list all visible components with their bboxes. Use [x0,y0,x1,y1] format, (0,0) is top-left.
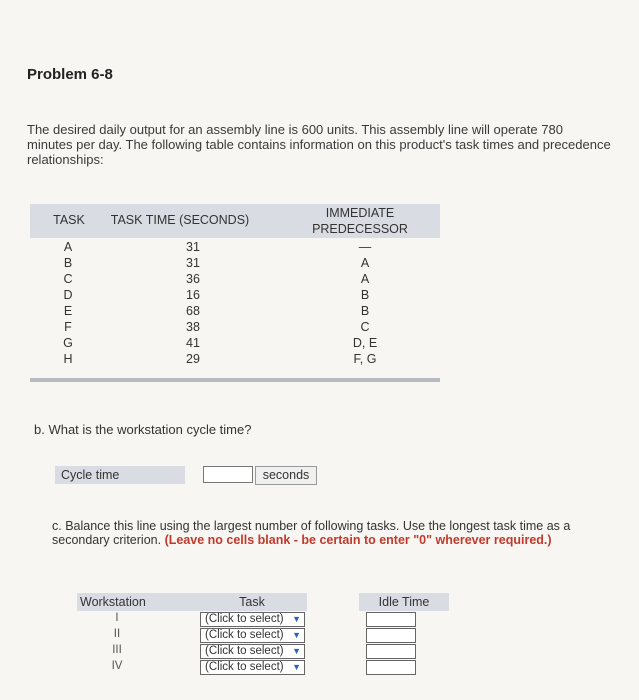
question-c-text: c. Balance this line using the largest number of following tasks. Use the longest task time as a secondary criterion. [52,519,571,547]
cell-task: G [63,336,73,350]
header-workstation: Workstation [77,593,197,611]
cell-task: E [63,304,73,318]
problem-title: Problem 6-8 [27,66,113,83]
idle-time-input[interactable] [366,612,416,627]
chevron-down-icon: ▼ [292,646,301,656]
cell-pred: — [358,240,372,254]
cell-time: 31 [186,240,200,254]
task-table [30,204,440,384]
idle-time-input[interactable] [366,660,416,675]
cell-task: B [63,256,73,270]
cell-time: 16 [186,288,200,302]
task-select[interactable] [200,612,305,627]
header-idle-time: Idle Time [359,593,449,611]
task-select-text: (Click to select) [205,645,284,657]
cell-time: 36 [186,272,200,286]
cell-time: 31 [186,256,200,270]
table-row [30,288,440,304]
cell-pred: A [360,272,370,286]
header-task: TASK [53,213,85,227]
cell-pred: D, E [352,336,378,350]
chevron-down-icon: ▼ [292,614,301,624]
table-row [30,272,440,288]
cycle-time-unit: seconds [255,466,317,485]
cell-task: A [63,240,73,254]
chevron-down-icon: ▼ [292,630,301,640]
question-b: b. What is the workstation cycle time? [34,422,252,437]
cell-time: 68 [186,304,200,318]
cell-task: F [64,320,72,334]
cell-pred: C [360,320,370,334]
cycle-time-input[interactable] [203,466,253,483]
question-c [52,519,597,547]
cell-pred: F, G [353,352,377,366]
header-gap [307,593,325,611]
table-row [30,240,440,256]
table-row [30,304,440,320]
task-select[interactable] [200,644,305,659]
workstation-label: II [113,628,121,640]
idle-time-input[interactable] [366,628,416,643]
table-row [30,336,440,352]
header-predecessor-1: IMMEDIATE [325,206,395,220]
cell-time: 41 [186,336,200,350]
idle-time-input[interactable] [366,644,416,659]
chevron-down-icon: ▼ [292,662,301,672]
table-footer-bar [30,378,440,382]
problem-intro: The desired daily output for an assembly line is 600 units. This assembly line will operate 780 minutes per day. The following table contains information on this product's task times and precedence relationships: [27,122,611,167]
required-note: (Leave no cells blank - be certain to enter "0" wherever required.) [164,533,552,547]
table-row [30,256,440,272]
cell-time: 29 [186,352,200,366]
workstation-label: IV [111,660,123,672]
cell-pred: B [360,304,370,318]
balance-table [77,593,449,683]
header-predecessor-2: PREDECESSOR [312,222,408,236]
cell-task: H [63,352,73,366]
task-select[interactable] [200,628,305,643]
task-select-text: (Click to select) [205,613,284,625]
workstation-label: III [112,644,122,656]
header-task: Task [197,593,307,611]
task-select-text: (Click to select) [205,661,284,673]
cell-pred: A [360,256,370,270]
cycle-time-label: Cycle time [55,466,185,484]
table-row [30,352,440,368]
cell-pred: B [360,288,370,302]
cell-time: 38 [186,320,200,334]
workstation-label: I [115,612,119,624]
cell-task: D [63,288,73,302]
task-select[interactable] [200,660,305,675]
task-select-text: (Click to select) [205,629,284,641]
header-task-time: TASK TIME (SECONDS) [110,213,250,227]
cell-task: C [63,272,73,286]
table-row [30,320,440,336]
